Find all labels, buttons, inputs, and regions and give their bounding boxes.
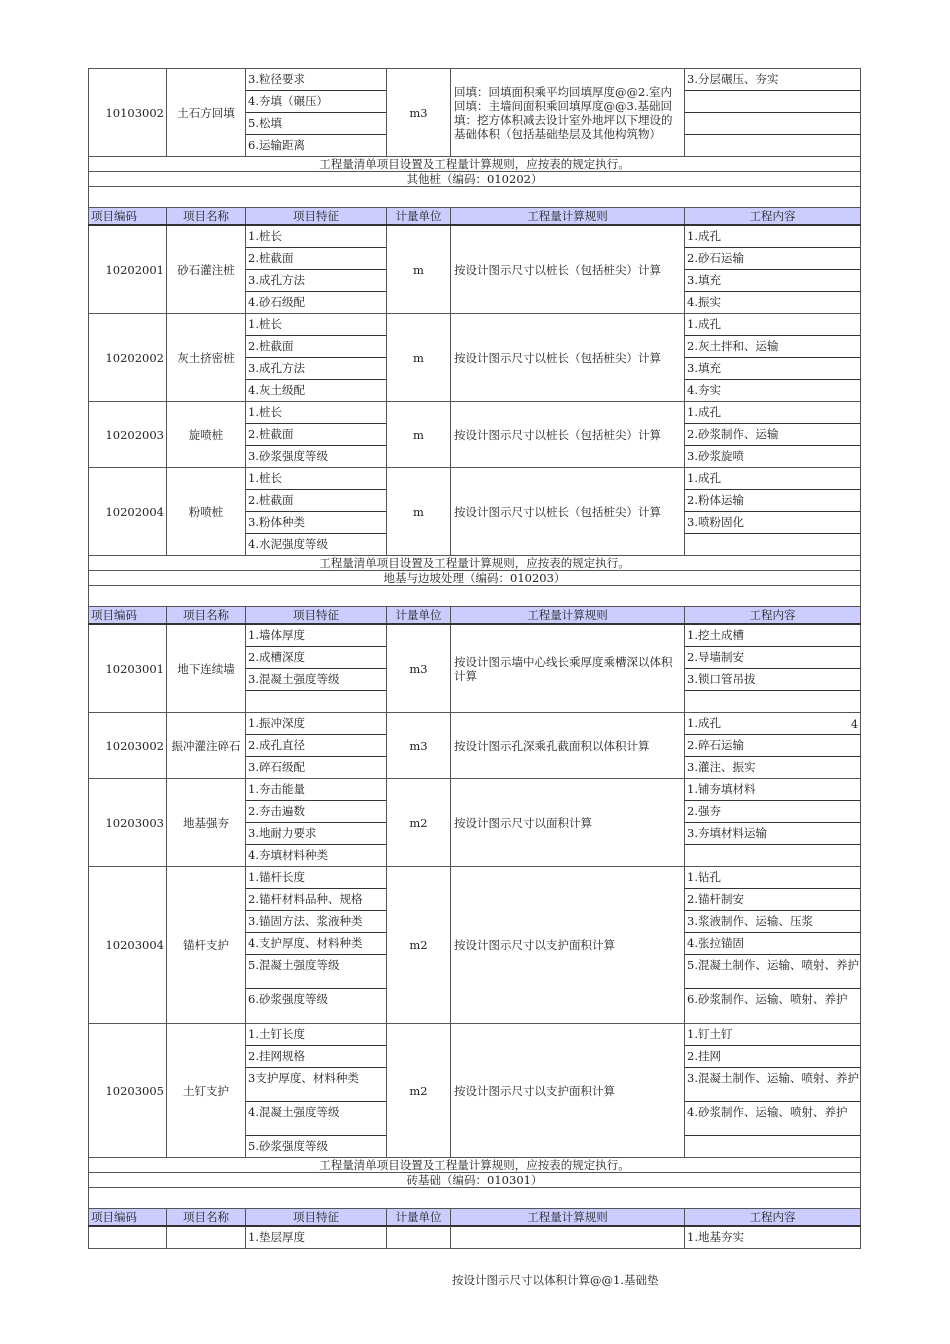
item-code: 10202002 xyxy=(89,314,167,402)
work-content xyxy=(685,468,861,556)
feature xyxy=(246,402,387,468)
feature-line: 2.桩截面 xyxy=(246,424,386,446)
work-content xyxy=(685,69,861,157)
section-note: 工程量清单项目设置及工程量计算规则，应按表的规定执行。 xyxy=(89,157,861,172)
work-content-line: 2.挂网 xyxy=(685,1046,860,1068)
feature xyxy=(246,624,387,713)
feature-line: 1.夯击能量 xyxy=(246,779,386,801)
item-name: 砂石灌注桩 xyxy=(167,225,246,314)
section-title: 地基与边坡处理（编码：010203） xyxy=(89,571,861,586)
feature-line: 3.成孔方法 xyxy=(246,358,386,380)
work-content xyxy=(685,713,861,779)
column-header: 项目编码 xyxy=(89,1209,167,1227)
work-content-line: 4.夯实 xyxy=(687,383,721,397)
feature-line: 4.支护厚度、材料种类 xyxy=(246,933,386,955)
note-row xyxy=(89,556,861,571)
item-code xyxy=(89,1226,167,1249)
table-row xyxy=(89,69,861,157)
item-name: 旋喷桩 xyxy=(167,402,246,468)
item-code: 10103002 xyxy=(89,69,167,157)
calc-rule: 按设计图示尺寸以桩长（包括桩尖）计算 xyxy=(451,402,685,468)
unit: m3 xyxy=(387,69,451,157)
calc-rule: 按设计图示尺寸以桩长（包括桩尖）计算 xyxy=(451,468,685,556)
feature-line: 1.桩长 xyxy=(246,314,386,336)
spacer-cell xyxy=(89,1188,861,1209)
column-header: 项目特征 xyxy=(246,1209,387,1227)
column-header: 工程内容 xyxy=(685,1209,861,1227)
work-content-line: 1.成孔 xyxy=(685,226,860,248)
work-content-line: 3.填充 xyxy=(685,358,860,380)
feature-line: 3支护厚度、材料种类 xyxy=(246,1068,386,1102)
work-content-line: 4.张拉锚固 xyxy=(685,933,860,955)
item-code: 10203004 xyxy=(89,867,167,1024)
column-header: 项目特征 xyxy=(246,607,387,625)
work-content-line: 3.喷粉固化 xyxy=(685,512,860,534)
item-code: 10203001 xyxy=(89,624,167,713)
work-content-line xyxy=(685,845,860,866)
column-header: 工程量计算规则 xyxy=(451,607,685,625)
spacer-row xyxy=(89,187,861,208)
column-header: 计量单位 xyxy=(387,208,451,226)
feature-line: 2.挂网规格 xyxy=(246,1046,386,1068)
feature xyxy=(246,1226,387,1249)
section-title: 砖基础（编码：010301） xyxy=(89,1173,861,1188)
unit: m xyxy=(387,225,451,314)
work-content xyxy=(685,225,861,314)
spacer-row xyxy=(89,586,861,607)
column-header: 项目特征 xyxy=(246,208,387,226)
work-content-line: 1.地基夯实 xyxy=(687,1230,744,1244)
work-content-line: 2.砂石运输 xyxy=(685,248,860,270)
section-title: 其他桩（编码：010202） xyxy=(89,172,861,187)
item-code: 10202003 xyxy=(89,402,167,468)
feature-line: 1.桩长 xyxy=(246,226,386,248)
work-content-line: 3.填充 xyxy=(685,270,860,292)
table-row xyxy=(89,1024,861,1158)
feature-line: 3.成孔方法 xyxy=(246,270,386,292)
unit: m xyxy=(387,468,451,556)
feature-line: 5.松填 xyxy=(246,113,386,135)
overflow-rule-text: 按设计图示尺寸以体积计算@@1.基础垫 xyxy=(452,1273,659,1287)
work-content-line: 2.粉体运输 xyxy=(685,490,860,512)
column-header: 项目编码 xyxy=(89,607,167,625)
column-header: 工程量计算规则 xyxy=(451,1209,685,1227)
work-content-line xyxy=(685,113,860,135)
work-content-line: 2.锚杆制安 xyxy=(685,889,860,911)
section-title-row xyxy=(89,1173,861,1188)
column-header: 项目编码 xyxy=(89,208,167,226)
unit: m2 xyxy=(387,867,451,1024)
unit: m3 xyxy=(387,713,451,779)
work-content-line: 3.分层碾压、夯实 xyxy=(685,69,860,91)
unit: m3 xyxy=(387,624,451,713)
table-row xyxy=(89,779,861,867)
note-row xyxy=(89,1158,861,1173)
column-header: 项目名称 xyxy=(167,607,246,625)
feature-line: 2.桩截面 xyxy=(246,490,386,512)
feature-line: 5.砂浆强度等级 xyxy=(248,1139,328,1153)
feature xyxy=(246,468,387,556)
feature xyxy=(246,713,387,779)
item-name: 地下连续墙 xyxy=(167,624,246,713)
feature-line: 2.桩截面 xyxy=(246,248,386,270)
work-content-line xyxy=(685,1136,860,1157)
item-name: 振冲灌注碎石 xyxy=(167,713,246,779)
item-name: 灰土挤密桩 xyxy=(167,314,246,402)
unit: m xyxy=(387,314,451,402)
table-row xyxy=(89,1226,861,1249)
column-header: 工程内容 xyxy=(685,208,861,226)
section-note: 工程量清单项目设置及工程量计算规则，应按表的规定执行。 xyxy=(89,556,861,571)
feature-line: 4.夯填材料种类 xyxy=(248,848,328,862)
calc-rule: 按设计图示尺寸以桩长（包括桩尖）计算 xyxy=(451,314,685,402)
calc-rule: 按设计图示孔深乘孔截面积以体积计算 xyxy=(451,713,685,779)
feature-line: 4.混凝土强度等级 xyxy=(246,1102,386,1136)
spreadsheet xyxy=(88,68,860,1249)
work-content-line: 1.成孔 xyxy=(685,314,860,336)
spacer-cell xyxy=(89,586,861,607)
feature-line: 1.垫层厚度 xyxy=(248,1230,305,1244)
feature xyxy=(246,867,387,1024)
calc-rule: 回填：回填面积乘平均回填厚度@@2.室内回填：主墙间面积乘回填厚度@@3.基础回填：挖方体积减去设计室外地坪以下埋设的基础体积（包括基础垫层及其他构筑物） xyxy=(451,69,685,157)
calc-rule: 按设计图示尺寸以支护面积计算 xyxy=(451,867,685,1024)
column-header: 计量单位 xyxy=(387,607,451,625)
feature-line xyxy=(246,691,386,712)
work-content xyxy=(685,314,861,402)
feature xyxy=(246,225,387,314)
feature-line: 4.夯填（碾压） xyxy=(246,91,386,113)
section-title-row xyxy=(89,571,861,586)
feature-line: 1.锚杆长度 xyxy=(246,867,386,889)
feature xyxy=(246,314,387,402)
feature-line: 2.成孔直径 xyxy=(246,735,386,757)
work-content xyxy=(685,624,861,713)
feature-line: 4.砂石级配 xyxy=(248,295,305,309)
feature xyxy=(246,69,387,157)
work-content-line: 4.砂浆制作、运输、喷射、养护 xyxy=(685,1102,860,1136)
table-row xyxy=(89,867,861,1024)
work-content-line: 3.混凝土制作、运输、喷射、养护 xyxy=(685,1068,860,1102)
item-code: 10202004 xyxy=(89,468,167,556)
item-name: 土钉支护 xyxy=(167,1024,246,1158)
feature-line: 1.土钉长度 xyxy=(246,1024,386,1046)
spacer-row xyxy=(89,1188,861,1209)
work-content-line: 2.导墙制安 xyxy=(685,647,860,669)
feature-line: 5.混凝土强度等级 xyxy=(246,955,386,989)
calc-rule: 按设计图示尺寸以面积计算 xyxy=(451,779,685,867)
feature-line: 2.夯击遍数 xyxy=(246,801,386,823)
work-content-line: 3.砂浆旋喷 xyxy=(687,449,744,463)
feature xyxy=(246,779,387,867)
work-content-line: 3.锁口管吊拔 xyxy=(685,669,860,691)
feature-line: 3.地耐力要求 xyxy=(246,823,386,845)
table-header xyxy=(89,208,861,226)
section-note: 工程量清单项目设置及工程量计算规则，应按表的规定执行。 xyxy=(89,1158,861,1173)
calc-rule xyxy=(451,1226,685,1249)
unit: m2 xyxy=(387,1024,451,1158)
work-content-line: 2.强夯 xyxy=(685,801,860,823)
work-content-line: 1.钻孔 xyxy=(685,867,860,889)
work-content-line: 1.成孔 xyxy=(685,468,860,490)
item-code: 10202001 xyxy=(89,225,167,314)
work-content-line: 1.铺夯填材料 xyxy=(685,779,860,801)
spacer-cell xyxy=(89,187,861,208)
feature xyxy=(246,1024,387,1158)
work-content-line: 1.钉土钉 xyxy=(685,1024,860,1046)
table-row xyxy=(89,225,861,314)
feature-line: 4.灰土级配 xyxy=(248,383,305,397)
work-content-line: 2.灰土拌和、运输 xyxy=(685,336,860,358)
feature-line: 6.运输距离 xyxy=(248,138,305,152)
column-header: 工程内容 xyxy=(685,607,861,625)
work-content-line: 2.砂浆制作、运输 xyxy=(685,424,860,446)
work-content-line: 3.灌注、振实 xyxy=(687,760,756,774)
item-name: 粉喷桩 xyxy=(167,468,246,556)
quantity-table xyxy=(88,68,861,1249)
table-row xyxy=(89,624,861,713)
page-number: 4 xyxy=(851,718,858,731)
work-content xyxy=(685,779,861,867)
table-row xyxy=(89,713,861,779)
work-content-line: 4.振实 xyxy=(687,295,721,309)
feature-line: 4.水泥强度等级 xyxy=(248,537,328,551)
work-content-line: 1.成孔 xyxy=(685,713,860,735)
feature-line: 1.桩长 xyxy=(246,468,386,490)
section-title-row xyxy=(89,172,861,187)
item-name xyxy=(167,1226,246,1249)
unit: m2 xyxy=(387,779,451,867)
calc-rule: 按设计图示尺寸以桩长（包括桩尖）计算 xyxy=(451,225,685,314)
table-header xyxy=(89,1209,861,1227)
work-content-line: 6.砂浆制作、运输、喷射、养护 xyxy=(687,992,848,1006)
feature-line: 6.砂浆强度等级 xyxy=(248,992,328,1006)
feature-line: 1.振冲深度 xyxy=(246,713,386,735)
table-row xyxy=(89,314,861,402)
column-header: 工程量计算规则 xyxy=(451,208,685,226)
work-content-line xyxy=(685,534,860,555)
feature-line: 3.粒径要求 xyxy=(246,69,386,91)
work-content-line: 5.混凝土制作、运输、喷射、养护 xyxy=(685,955,860,989)
item-code: 10203002 xyxy=(89,713,167,779)
work-content-line: 2.碎石运输 xyxy=(685,735,860,757)
feature-line: 1.墙体厚度 xyxy=(246,625,386,647)
item-code: 10203003 xyxy=(89,779,167,867)
work-content xyxy=(685,1024,861,1158)
column-header: 项目名称 xyxy=(167,1209,246,1227)
note-row xyxy=(89,157,861,172)
feature-line: 3.粉体种类 xyxy=(246,512,386,534)
column-header: 项目名称 xyxy=(167,208,246,226)
feature-line: 3.碎石级配 xyxy=(248,760,305,774)
work-content-line: 1.挖土成槽 xyxy=(685,625,860,647)
work-content xyxy=(685,867,861,1024)
table-row xyxy=(89,402,861,468)
feature-line: 2.锚杆材料品种、规格 xyxy=(246,889,386,911)
feature-line: 2.桩截面 xyxy=(246,336,386,358)
work-content-line xyxy=(685,135,860,156)
feature-line: 2.成槽深度 xyxy=(246,647,386,669)
feature-line: 3.锚固方法、浆液种类 xyxy=(246,911,386,933)
work-content xyxy=(685,1226,861,1249)
work-content xyxy=(685,402,861,468)
calc-rule: 按设计图示墙中心线长乘厚度乘槽深以体积计算 xyxy=(451,624,685,713)
feature-line: 1.桩长 xyxy=(246,402,386,424)
unit: m xyxy=(387,402,451,468)
work-content-line: 3.夯填材料运输 xyxy=(685,823,860,845)
feature-line: 3.砂浆强度等级 xyxy=(248,449,328,463)
item-name: 地基强夯 xyxy=(167,779,246,867)
table-header xyxy=(89,607,861,625)
item-code: 10203005 xyxy=(89,1024,167,1158)
work-content-line: 3.浆液制作、运输、压浆 xyxy=(685,911,860,933)
calc-rule: 按设计图示尺寸以支护面积计算 xyxy=(451,1024,685,1158)
unit xyxy=(387,1226,451,1249)
table-row xyxy=(89,468,861,556)
work-content-line xyxy=(685,91,860,113)
feature-line: 3.混凝土强度等级 xyxy=(246,669,386,691)
work-content-line: 1.成孔 xyxy=(685,402,860,424)
item-name: 土石方回填 xyxy=(167,69,246,157)
column-header: 计量单位 xyxy=(387,1209,451,1227)
item-name: 锚杆支护 xyxy=(167,867,246,1024)
work-content-line xyxy=(685,691,860,712)
